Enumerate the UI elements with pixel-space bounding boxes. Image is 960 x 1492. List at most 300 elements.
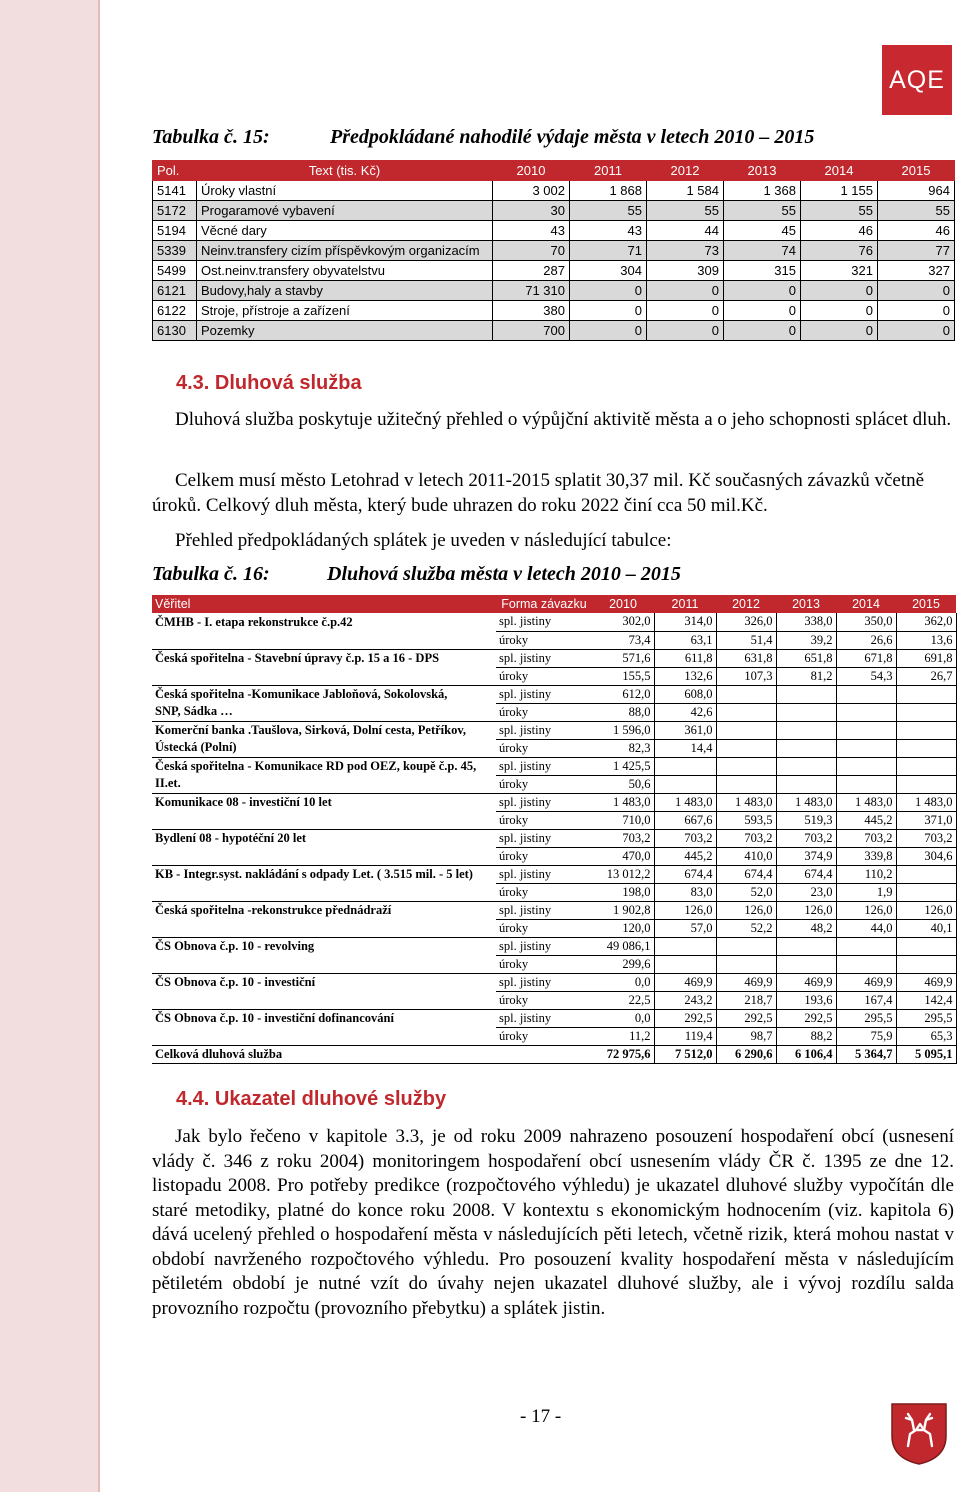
table16: [152, 595, 957, 1064]
amount-cell: 218,7: [716, 991, 776, 1009]
table15-cell: 0: [801, 301, 878, 321]
amount-cell: [654, 955, 716, 973]
table16-header-cell: 2010: [592, 595, 654, 613]
creditor-cell: [152, 991, 496, 1009]
amount-cell: [836, 721, 896, 739]
amount-cell: 26,6: [836, 631, 896, 649]
amount-cell: 126,0: [654, 901, 716, 919]
table15-cell: 3 002: [493, 181, 570, 201]
logo-text: AQE: [889, 65, 945, 94]
table15-caption: [152, 126, 815, 149]
liability-form-cell: úroky: [496, 883, 592, 901]
table15-caption-number: Tabulka č. 15:: [152, 126, 270, 148]
amount-cell: 671,8: [836, 649, 896, 667]
liability-form-cell: spl. jistiny: [496, 973, 592, 991]
table15-cell: 1 368: [724, 181, 801, 201]
amount-cell: 155,5: [592, 667, 654, 685]
total-amount-cell: 5 364,7: [836, 1045, 896, 1063]
amount-cell: 98,7: [716, 1027, 776, 1045]
table15-cell: 380: [493, 301, 570, 321]
table15-cell: 5499: [153, 261, 197, 281]
amount-cell: [654, 775, 716, 793]
amount-cell: 469,9: [776, 973, 836, 991]
liability-form-cell: úroky: [496, 775, 592, 793]
amount-cell: 292,5: [654, 1009, 716, 1027]
table15-cell: 304: [570, 261, 647, 281]
amount-cell: 295,5: [896, 1009, 956, 1027]
section-heading-4-4: 4.4. Ukazatel dluhové služby: [176, 1088, 447, 1110]
amount-cell: 126,0: [896, 901, 956, 919]
table16-row: [152, 901, 956, 919]
liability-form-cell: úroky: [496, 919, 592, 937]
amount-cell: 1 483,0: [776, 793, 836, 811]
amount-cell: 631,8: [716, 649, 776, 667]
amount-cell: [896, 883, 956, 901]
amount-cell: [776, 757, 836, 775]
amount-cell: 374,9: [776, 847, 836, 865]
total-amount-cell: 6 106,4: [776, 1045, 836, 1063]
amount-cell: 126,0: [836, 901, 896, 919]
table15-cell: 0: [570, 301, 647, 321]
amount-cell: 710,0: [592, 811, 654, 829]
table16-total-row: [152, 1045, 956, 1063]
table16-row: [152, 829, 956, 847]
amount-cell: 674,4: [716, 865, 776, 883]
amount-cell: 81,2: [776, 667, 836, 685]
table16-row: [152, 919, 956, 937]
amount-cell: 83,0: [654, 883, 716, 901]
amount-cell: [836, 757, 896, 775]
liability-form-cell: úroky: [496, 955, 592, 973]
amount-cell: 73,4: [592, 631, 654, 649]
table16-header-cell: 2013: [776, 595, 836, 613]
amount-cell: [716, 955, 776, 973]
table16-row: [152, 685, 956, 703]
table15-cell: Ost.neinv.transfery obyvatelstvu: [197, 261, 493, 281]
amount-cell: 14,4: [654, 739, 716, 757]
amount-cell: 126,0: [716, 901, 776, 919]
table15-header-cell: 2014: [801, 161, 878, 181]
amount-cell: 75,9: [836, 1027, 896, 1045]
table15-row: [153, 181, 955, 201]
amount-cell: 57,0: [654, 919, 716, 937]
table15-header-cell: 2010: [493, 161, 570, 181]
creditor-cell: [152, 811, 496, 829]
paragraph-debt-service-intro: Dluhová služba poskytuje užitečný přehled o výpůjční aktivitě města a o jeho schopnosti splácet dluh.: [175, 409, 952, 430]
table15-cell: 0: [878, 301, 955, 321]
amount-cell: 314,0: [654, 613, 716, 631]
creditor-cell: Česká spořitelna -Komunikace Jabloňová, Sokolovská,: [155, 686, 448, 701]
table15-cell: Pozemky: [197, 321, 493, 341]
amount-cell: [716, 937, 776, 955]
table15-cell: Stroje, přístroje a zařízení: [197, 301, 493, 321]
table15-cell: Budovy,haly a stavby: [197, 281, 493, 301]
table15-cell: 0: [647, 301, 724, 321]
table15-cell: 0: [724, 321, 801, 341]
liability-form-cell: úroky: [496, 847, 592, 865]
amount-cell: 40,1: [896, 919, 956, 937]
page-margin-band: [0, 0, 98, 1492]
amount-cell: [896, 703, 956, 721]
amount-cell: 22,5: [592, 991, 654, 1009]
table15-cell: 0: [878, 281, 955, 301]
creditor-cell: Bydlení 08 - hypotéční 20 let: [155, 830, 307, 845]
total-form-empty: [496, 1045, 592, 1063]
liability-form-cell: spl. jistiny: [496, 757, 592, 775]
table15-cell: 0: [647, 281, 724, 301]
table16-row: [152, 703, 956, 721]
table16-caption-text: Dluhová služba města v letech 2010 – 2015: [327, 563, 681, 585]
table16-header-cell: 2015: [896, 595, 956, 613]
table16-row: [152, 721, 956, 739]
table16-row: [152, 847, 956, 865]
amount-cell: 371,0: [896, 811, 956, 829]
paragraph-debt-indicator: Jak bylo řečeno v kapitole 3.3, je od roku 2009 nahrazeno posouzení hospodaření obcí (usnesení vlády č. 346 z roku 2004) monitoringem hospodaření obcí usnesením vlády ČR č. 1395 ze dne 12. listopadu 2008. Pro potřeby predikce (rozpočtového výhledu) je ukazatel dluhové služby vypočítán dle staré metodiky, platné do konce roku 2008. V kontextu s ekonomickým hodnocením (viz. kapitola 6) dává ucelený přehled o hospodaření města v následujících pěti letech, včetně rizik, která mohou nastat v období navrženého rozpočtového výhledu. Pro posouzení kvality hospodaření města v následujícím pětiletém období je nutné vzít do úvahy nejen ukazatel dluhové služby, ale i vývoj rozdílu salda provozního rozpočtu (provozního přebytku) a splátek jistin.: [152, 1126, 954, 1319]
amount-cell: 49 086,1: [592, 937, 654, 955]
amount-cell: [716, 775, 776, 793]
amount-cell: [896, 937, 956, 955]
amount-cell: 198,0: [592, 883, 654, 901]
creditor-cell: [152, 1027, 496, 1045]
amount-cell: 469,9: [654, 973, 716, 991]
creditor-cell: Česká spořitelna - Stavební úpravy č.p. 15 a 16 - DPS: [155, 650, 440, 665]
amount-cell: 470,0: [592, 847, 654, 865]
creditor-cell: Ústecká (Polní): [152, 739, 496, 757]
liability-form-cell: spl. jistiny: [496, 613, 592, 631]
table15-row: [153, 221, 955, 241]
table15-cell: 55: [878, 201, 955, 221]
table15-cell: 43: [570, 221, 647, 241]
table16-row: [152, 757, 956, 775]
liability-form-cell: spl. jistiny: [496, 793, 592, 811]
creditor-cell: Česká spořitelna -rekonstrukce přednádraží: [155, 902, 392, 917]
table15-cell: 55: [570, 201, 647, 221]
amount-cell: 42,6: [654, 703, 716, 721]
total-label: Celková dluhová služba: [152, 1045, 496, 1063]
total-amount-cell: 72 975,6: [592, 1045, 654, 1063]
creditor-cell: Česká spořitelna - Komunikace RD pod OEZ, koupě č.p. 45,: [155, 758, 477, 773]
amount-cell: 0,0: [592, 973, 654, 991]
table15-cell: 55: [647, 201, 724, 221]
table15-cell: Úroky vlastní: [197, 181, 493, 201]
table15-header-cell: 2012: [647, 161, 724, 181]
table15-header-cell: 2015: [878, 161, 955, 181]
amount-cell: 48,2: [776, 919, 836, 937]
amount-cell: 362,0: [896, 613, 956, 631]
amount-cell: 52,2: [716, 919, 776, 937]
amount-cell: 571,6: [592, 649, 654, 667]
table15-cell: 0: [801, 281, 878, 301]
amount-cell: 26,7: [896, 667, 956, 685]
table15-cell: 6122: [153, 301, 197, 321]
table15-row: [153, 201, 955, 221]
table15-cell: 76: [801, 241, 878, 261]
paragraph-debt-total: Celkem musí město Letohrad v letech 2011-2015 splatit 30,37 mil. Kč současných závazků včetně úroků. Celkový dluh města, který bude uhrazen do roku 2022 činí cca 50 mil.Kč.: [152, 470, 925, 516]
table16-row: [152, 865, 956, 883]
amount-cell: 703,2: [776, 829, 836, 847]
table15-cell: 55: [801, 201, 878, 221]
amount-cell: [716, 739, 776, 757]
amount-cell: 674,4: [776, 865, 836, 883]
liability-form-cell: spl. jistiny: [496, 649, 592, 667]
liability-form-cell: spl. jistiny: [496, 1009, 592, 1027]
amount-cell: 52,0: [716, 883, 776, 901]
table16-caption-number: Tabulka č. 16:: [152, 563, 270, 585]
amount-cell: [896, 721, 956, 739]
amount-cell: 65,3: [896, 1027, 956, 1045]
amount-cell: 703,2: [592, 829, 654, 847]
table15-cell: 0: [801, 321, 878, 341]
table16-header-row: [152, 595, 956, 613]
amount-cell: [716, 685, 776, 703]
amount-cell: [896, 685, 956, 703]
amount-cell: 445,2: [654, 847, 716, 865]
table15-row: [153, 281, 955, 301]
amount-cell: 304,6: [896, 847, 956, 865]
creditor-cell: ČS Obnova č.p. 10 - investiční: [155, 974, 316, 989]
amount-cell: [654, 757, 716, 775]
amount-cell: 63,1: [654, 631, 716, 649]
amount-cell: 107,3: [716, 667, 776, 685]
amount-cell: [896, 775, 956, 793]
table16-row: [152, 811, 956, 829]
amount-cell: [836, 955, 896, 973]
liability-form-cell: spl. jistiny: [496, 901, 592, 919]
creditor-cell: SNP, Sádka …: [152, 703, 496, 721]
table15-cell: 74: [724, 241, 801, 261]
table15-cell: 44: [647, 221, 724, 241]
amount-cell: 39,2: [776, 631, 836, 649]
creditor-cell: [152, 847, 496, 865]
amount-cell: 82,3: [592, 739, 654, 757]
paragraph-table-intro: Přehled předpokládaných splátek je uveden v následující tabulce:: [175, 530, 672, 551]
liability-form-cell: úroky: [496, 703, 592, 721]
table15-cell: 287: [493, 261, 570, 281]
creditor-cell: ČS Obnova č.p. 10 - investiční dofinancování: [155, 1010, 394, 1025]
amount-cell: [896, 739, 956, 757]
amount-cell: 193,6: [776, 991, 836, 1009]
table15-cell: 30: [493, 201, 570, 221]
table15-cell: 55: [724, 201, 801, 221]
amount-cell: [776, 703, 836, 721]
amount-cell: 608,0: [654, 685, 716, 703]
table15-row: [153, 301, 955, 321]
table16-row: [152, 973, 956, 991]
amount-cell: 339,8: [836, 847, 896, 865]
table15-cell: 71: [570, 241, 647, 261]
table15-row: [153, 241, 955, 261]
amount-cell: [716, 703, 776, 721]
amount-cell: 88,2: [776, 1027, 836, 1045]
amount-cell: 167,4: [836, 991, 896, 1009]
amount-cell: 142,4: [896, 991, 956, 1009]
amount-cell: 243,2: [654, 991, 716, 1009]
amount-cell: 338,0: [776, 613, 836, 631]
table16-row: [152, 991, 956, 1009]
table16-row: [152, 649, 956, 667]
amount-cell: 292,5: [776, 1009, 836, 1027]
creditor-cell: Komerční banka .Taušlova, Sirková, Dolní cesta, Petříkov,: [155, 722, 467, 737]
table16-row: [152, 793, 956, 811]
table15-cell: 45: [724, 221, 801, 241]
table16-header-cell: Forma závazku: [496, 595, 592, 613]
table15-row: [153, 321, 955, 341]
liability-form-cell: úroky: [496, 631, 592, 649]
amount-cell: [716, 757, 776, 775]
amount-cell: 119,4: [654, 1027, 716, 1045]
table15-cell: Neinv.transfery cizím příspěvkovým organizacím: [197, 241, 493, 261]
amount-cell: 674,4: [654, 865, 716, 883]
creditor-cell: Komunikace 08 - investiční 10 let: [155, 794, 332, 809]
table15-cell: 0: [570, 321, 647, 341]
amount-cell: [836, 739, 896, 757]
table15-cell: Progaramové vybavení: [197, 201, 493, 221]
amount-cell: 703,2: [716, 829, 776, 847]
amount-cell: 1 483,0: [836, 793, 896, 811]
creditor-cell: [152, 955, 496, 973]
creditor-cell: [152, 919, 496, 937]
amount-cell: 11,2: [592, 1027, 654, 1045]
creditor-cell: KB - Integr.syst. nakládání s odpady Let. ( 3.515 mil. - 5 let): [155, 866, 473, 881]
amount-cell: 703,2: [896, 829, 956, 847]
amount-cell: 651,8: [776, 649, 836, 667]
table15-cell: 0: [647, 321, 724, 341]
table16-row: [152, 937, 956, 955]
amount-cell: 23,0: [776, 883, 836, 901]
liability-form-cell: spl. jistiny: [496, 937, 592, 955]
total-amount-cell: 5 095,1: [896, 1045, 956, 1063]
table15-cell: 70: [493, 241, 570, 261]
table15: [152, 160, 955, 341]
amount-cell: 519,3: [776, 811, 836, 829]
creditor-cell: II.et.: [152, 775, 496, 793]
table15-header-row: [153, 161, 955, 181]
table15-cell: 1 868: [570, 181, 647, 201]
amount-cell: 13,6: [896, 631, 956, 649]
amount-cell: 703,2: [836, 829, 896, 847]
amount-cell: 120,0: [592, 919, 654, 937]
table15-cell: 6130: [153, 321, 197, 341]
page-number: - 17 -: [520, 1406, 562, 1427]
amount-cell: 691,8: [896, 649, 956, 667]
town-crest-icon: [890, 1402, 948, 1466]
table15-cell: 71 310: [493, 281, 570, 301]
amount-cell: 1 596,0: [592, 721, 654, 739]
liability-form-cell: spl. jistiny: [496, 685, 592, 703]
table15-cell: 327: [878, 261, 955, 281]
amount-cell: 445,2: [836, 811, 896, 829]
table15-cell: 315: [724, 261, 801, 281]
liability-form-cell: spl. jistiny: [496, 865, 592, 883]
table15-cell: 5339: [153, 241, 197, 261]
amount-cell: 326,0: [716, 613, 776, 631]
table15-header-cell: Text (tis. Kč): [197, 161, 493, 181]
amount-cell: [836, 937, 896, 955]
amount-cell: 302,0: [592, 613, 654, 631]
liability-form-cell: úroky: [496, 811, 592, 829]
amount-cell: 0,0: [592, 1009, 654, 1027]
amount-cell: 469,9: [716, 973, 776, 991]
amount-cell: 361,0: [654, 721, 716, 739]
table15-cell: 0: [724, 281, 801, 301]
amount-cell: 612,0: [592, 685, 654, 703]
amount-cell: [776, 739, 836, 757]
table15-cell: 964: [878, 181, 955, 201]
table15-cell: 309: [647, 261, 724, 281]
table15-cell: Věcné dary: [197, 221, 493, 241]
creditor-cell: [152, 631, 496, 649]
amount-cell: 593,5: [716, 811, 776, 829]
amount-cell: 292,5: [716, 1009, 776, 1027]
table15-row: [153, 261, 955, 281]
creditor-cell: ČS Obnova č.p. 10 - revolving: [155, 938, 315, 953]
amount-cell: 611,8: [654, 649, 716, 667]
table16-header-cell: Věřitel: [152, 595, 496, 613]
table16-header-cell: 2011: [654, 595, 716, 613]
amount-cell: [896, 865, 956, 883]
amount-cell: [896, 757, 956, 775]
table15-cell: 46: [801, 221, 878, 241]
table15-cell: 0: [878, 321, 955, 341]
liability-form-cell: úroky: [496, 991, 592, 1009]
table15-cell: 73: [647, 241, 724, 261]
table16-row: [152, 883, 956, 901]
amount-cell: 126,0: [776, 901, 836, 919]
table15-header-cell: Pol.: [153, 161, 197, 181]
table16-header-cell: 2014: [836, 595, 896, 613]
table15-header-cell: 2013: [724, 161, 801, 181]
creditor-cell: ČMHB - I. etapa rekonstrukce č.p.42: [155, 614, 353, 629]
amount-cell: 132,6: [654, 667, 716, 685]
amount-cell: 703,2: [654, 829, 716, 847]
table15-cell: 77: [878, 241, 955, 261]
table15-cell: 321: [801, 261, 878, 281]
table16-row: [152, 1027, 956, 1045]
table16-header-cell: 2012: [716, 595, 776, 613]
amount-cell: 13 012,2: [592, 865, 654, 883]
amount-cell: 110,2: [836, 865, 896, 883]
table16-row: [152, 739, 956, 757]
amount-cell: 50,6: [592, 775, 654, 793]
amount-cell: 1 902,8: [592, 901, 654, 919]
aqe-logo: [882, 45, 952, 115]
table15-cell: 5172: [153, 201, 197, 221]
table15-cell: 700: [493, 321, 570, 341]
amount-cell: 44,0: [836, 919, 896, 937]
amount-cell: 410,0: [716, 847, 776, 865]
amount-cell: 1 483,0: [654, 793, 716, 811]
table15-cell: 0: [570, 281, 647, 301]
liability-form-cell: úroky: [496, 739, 592, 757]
amount-cell: [776, 955, 836, 973]
amount-cell: 469,9: [836, 973, 896, 991]
liability-form-cell: spl. jistiny: [496, 829, 592, 847]
amount-cell: 54,3: [836, 667, 896, 685]
amount-cell: 350,0: [836, 613, 896, 631]
amount-cell: 1 425,5: [592, 757, 654, 775]
table16-row: [152, 667, 956, 685]
creditor-cell: [152, 667, 496, 685]
amount-cell: 88,0: [592, 703, 654, 721]
amount-cell: 1 483,0: [592, 793, 654, 811]
amount-cell: [776, 775, 836, 793]
table15-cell: 5194: [153, 221, 197, 241]
amount-cell: 469,9: [896, 973, 956, 991]
table16-caption: [152, 563, 681, 586]
table15-cell: 43: [493, 221, 570, 241]
amount-cell: [836, 775, 896, 793]
table15-cell: 6121: [153, 281, 197, 301]
